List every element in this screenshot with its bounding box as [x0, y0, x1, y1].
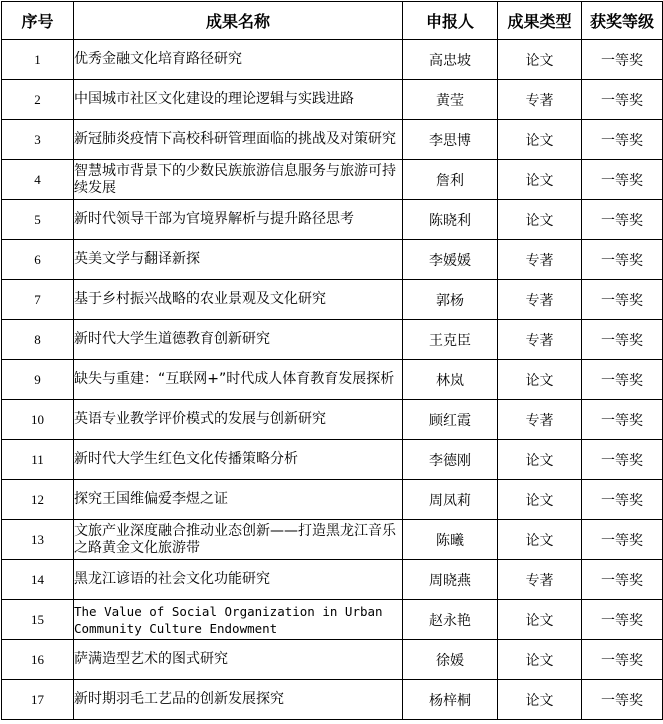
result-type: 专著 — [498, 240, 582, 280]
applicant-name: 林岚 — [403, 360, 498, 400]
row-number: 8 — [2, 320, 74, 360]
award-level: 一等奖 — [582, 640, 663, 680]
table-row — [2, 520, 663, 560]
award-level: 一等奖 — [582, 200, 663, 240]
table-row — [2, 280, 663, 320]
award-level: 一等奖 — [582, 160, 663, 200]
row-number: 11 — [2, 440, 74, 480]
applicant-name: 王克臣 — [403, 320, 498, 360]
table-row — [2, 240, 663, 280]
table-row — [2, 640, 663, 680]
applicant-name: 徐媛 — [403, 640, 498, 680]
row-number: 1 — [2, 40, 74, 80]
table-row — [2, 680, 663, 720]
award-level: 一等奖 — [582, 80, 663, 120]
applicant-name: 陈晓利 — [403, 200, 498, 240]
column-header-award: 获奖等级 — [582, 2, 663, 40]
result-type: 论文 — [498, 440, 582, 480]
applicant-name: 詹利 — [403, 160, 498, 200]
table-row — [2, 80, 663, 120]
result-title: 新时代大学生道德教育创新研究 — [74, 320, 403, 360]
award-level: 一等奖 — [582, 280, 663, 320]
table-row — [2, 560, 663, 600]
result-type: 论文 — [498, 480, 582, 520]
result-type: 论文 — [498, 120, 582, 160]
result-title: 新时期羽毛工艺品的创新发展探究 — [74, 680, 403, 720]
result-type: 专著 — [498, 280, 582, 320]
result-title: 缺失与重建：“互联网+”时代成人体育教育发展探析 — [74, 360, 403, 400]
result-type: 专著 — [498, 320, 582, 360]
row-number: 14 — [2, 560, 74, 600]
row-number: 13 — [2, 520, 74, 560]
applicant-name: 李媛媛 — [403, 240, 498, 280]
row-number: 12 — [2, 480, 74, 520]
result-title: 新冠肺炎疫情下高校科研管理面临的挑战及对策研究 — [74, 120, 403, 160]
result-title: The Value of Social Organization in Urban Community Culture Endowment — [74, 600, 403, 640]
award-level: 一等奖 — [582, 320, 663, 360]
award-level: 一等奖 — [582, 120, 663, 160]
result-title: 新时代领导干部为官境界解析与提升路径思考 — [74, 200, 403, 240]
award-level: 一等奖 — [582, 560, 663, 600]
table-row — [2, 440, 663, 480]
result-title: 新时代大学生红色文化传播策略分析 — [74, 440, 403, 480]
result-title: 探究王国维偏爱李煜之证 — [74, 480, 403, 520]
award-results-table — [1, 1, 663, 720]
result-type: 专著 — [498, 400, 582, 440]
row-number: 7 — [2, 280, 74, 320]
result-title: 中国城市社区文化建设的理论逻辑与实践进路 — [74, 80, 403, 120]
result-title: 优秀金融文化培育路径研究 — [74, 40, 403, 80]
row-number: 6 — [2, 240, 74, 280]
result-type: 论文 — [498, 520, 582, 560]
result-type: 论文 — [498, 360, 582, 400]
row-number: 9 — [2, 360, 74, 400]
award-level: 一等奖 — [582, 520, 663, 560]
applicant-name: 周凤莉 — [403, 480, 498, 520]
award-level: 一等奖 — [582, 360, 663, 400]
result-type: 专著 — [498, 560, 582, 600]
table-row — [2, 40, 663, 80]
header-row — [2, 2, 663, 40]
award-level: 一等奖 — [582, 600, 663, 640]
result-type: 论文 — [498, 160, 582, 200]
table-row — [2, 480, 663, 520]
applicant-name: 杨梓桐 — [403, 680, 498, 720]
applicant-name: 黄莹 — [403, 80, 498, 120]
applicant-name: 周晓燕 — [403, 560, 498, 600]
row-number: 15 — [2, 600, 74, 640]
applicant-name: 李思博 — [403, 120, 498, 160]
row-number: 17 — [2, 680, 74, 720]
table-row — [2, 320, 663, 360]
award-level: 一等奖 — [582, 40, 663, 80]
row-number: 5 — [2, 200, 74, 240]
table-row — [2, 160, 663, 200]
applicant-name: 陈曦 — [403, 520, 498, 560]
result-title: 文旅产业深度融合推动业态创新——打造黑龙江音乐之路黄金文化旅游带 — [74, 520, 403, 560]
award-level: 一等奖 — [582, 680, 663, 720]
result-title: 基于乡村振兴战略的农业景观及文化研究 — [74, 280, 403, 320]
result-type: 论文 — [498, 640, 582, 680]
row-number: 16 — [2, 640, 74, 680]
result-type: 论文 — [498, 680, 582, 720]
applicant-name: 顾红霞 — [403, 400, 498, 440]
row-number: 2 — [2, 80, 74, 120]
result-type: 论文 — [498, 600, 582, 640]
table-row — [2, 600, 663, 640]
table-row — [2, 200, 663, 240]
applicant-name: 郭杨 — [403, 280, 498, 320]
result-type: 专著 — [498, 80, 582, 120]
result-type: 论文 — [498, 40, 582, 80]
result-title: 英语专业教学评价模式的发展与创新研究 — [74, 400, 403, 440]
award-level: 一等奖 — [582, 440, 663, 480]
row-number: 10 — [2, 400, 74, 440]
award-level: 一等奖 — [582, 480, 663, 520]
result-title: 智慧城市背景下的少数民族旅游信息服务与旅游可持续发展 — [74, 160, 403, 200]
applicant-name: 高忠坡 — [403, 40, 498, 80]
award-level: 一等奖 — [582, 400, 663, 440]
result-title: 萨满造型艺术的图式研究 — [74, 640, 403, 680]
table-row — [2, 120, 663, 160]
column-header-title: 成果名称 — [74, 2, 403, 40]
column-header-type: 成果类型 — [498, 2, 582, 40]
applicant-name: 李德刚 — [403, 440, 498, 480]
award-level: 一等奖 — [582, 240, 663, 280]
column-header-applicant: 申报人 — [403, 2, 498, 40]
row-number: 4 — [2, 160, 74, 200]
applicant-name: 赵永艳 — [403, 600, 498, 640]
result-title: 黑龙江谚语的社会文化功能研究 — [74, 560, 403, 600]
result-type: 论文 — [498, 200, 582, 240]
table-row — [2, 360, 663, 400]
table-row — [2, 400, 663, 440]
result-title: 英美文学与翻译新探 — [74, 240, 403, 280]
row-number: 3 — [2, 120, 74, 160]
column-header-no: 序号 — [2, 2, 74, 40]
